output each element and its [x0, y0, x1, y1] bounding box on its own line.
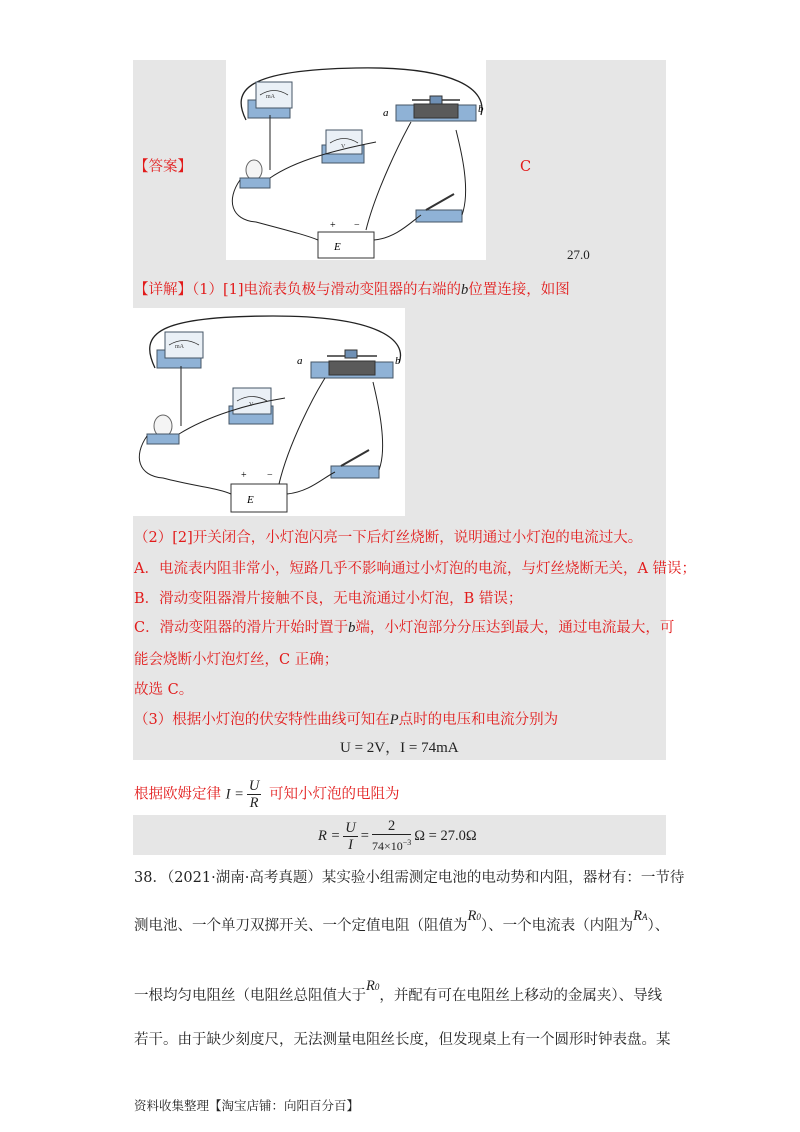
detail-part3 — [134, 710, 558, 730]
ammeter-label: mA — [266, 94, 275, 100]
resistance-formula: R = $\frac{U}{I}$ = $\frac{2}{74\times 10^{-3}}$ Ω = 27.0Ω — [318, 818, 477, 853]
question-line3-a: 一根均匀电阻丝（电阻丝总阻值大于 — [134, 988, 366, 1004]
answer-choice: C — [520, 159, 532, 175]
terminal-b-label: b — [478, 103, 484, 115]
ammeter-label-2: mA — [175, 344, 184, 350]
option-c-prefix: C．滑动变阻器的滑片开始时置于 — [134, 620, 349, 636]
question-line2-b: ）、一个电流表（内阻为 — [480, 918, 634, 934]
ohm-law-line: 根据欧姆定律 I = $\frac{U}{R}$ 可知小灯泡的电阻为 — [134, 778, 400, 811]
terminal-b-label-2: b — [395, 355, 401, 367]
resistance-result: Ω = 27.0Ω — [414, 828, 477, 844]
part3-suffix: 点时的电压和电流分别为 — [398, 712, 559, 728]
page-footer: 资料收集整理【淘宝店铺：向阳百分百】 — [134, 1098, 360, 1113]
question-line3-b: ，并配有可在电阻丝上移动的金属夹）、导线 — [379, 988, 663, 1004]
part1-suffix: 位置连接，如图 — [468, 282, 570, 298]
voltmeter-label-2: V — [249, 402, 254, 408]
battery-label: E — [334, 241, 341, 253]
part1-prefix: （1）[1]电流表负极与滑动变阻器的右端的 — [192, 282, 462, 298]
answer-label: 【答案】 — [134, 159, 192, 175]
circuit-diagram-2 — [133, 308, 405, 516]
ohm-prefix: 根据欧姆定律 — [134, 786, 221, 803]
r0-symbol-2: R0 — [366, 978, 380, 994]
question-line3 — [134, 978, 663, 1007]
question-line4: 若干。由于缺少刻度尺，无法测量电阻丝长度，但发现桌上有一个圆形时钟表盘。某 — [134, 1032, 671, 1048]
plus-label-2: + — [241, 470, 247, 481]
minus-label: − — [354, 220, 360, 231]
option-c-suffix: 端，小灯泡部分分压达到最大，通过电流最大，可 — [355, 620, 675, 636]
question-line2-a: 测电池、一个单刀双掷开关、一个定值电阻（阻值为 — [134, 918, 468, 934]
plus-label: + — [330, 220, 336, 231]
option-b: B．滑动变阻器滑片接触不良，无电流通过小灯泡，B 错误； — [134, 591, 523, 607]
ohm-suffix: 可知小灯泡的电阻为 — [268, 786, 400, 803]
question-line2-c: ）、 — [647, 918, 670, 934]
option-c-line2: 能会烧断小灯泡灯丝，C 正确； — [134, 652, 339, 668]
option-c-var: b — [348, 620, 356, 636]
option-c — [134, 618, 674, 638]
ohm-fraction: $\frac{U}{R}$ — [248, 778, 260, 811]
question-line2 — [134, 908, 670, 937]
ra-symbol: RA — [633, 908, 648, 924]
option-a: A．电流表内阻非常小，短路几乎不影响通过小灯泡的电流，与灯丝烧断无关，A 错误； — [134, 561, 697, 577]
answer-value: 27.0 — [567, 247, 590, 262]
question-line1: 38．（2021·湖南·高考真题）某实验小组需测定电池的电动势和内阻，器材有：一节待 — [134, 870, 685, 886]
part3-var: P — [389, 712, 399, 728]
battery-label-2: E — [247, 494, 254, 506]
detail-label: 【详解】 — [134, 282, 192, 298]
part1-var: b — [461, 282, 469, 298]
choose-line: 故选 C。 — [134, 682, 194, 698]
terminal-a-label-2: a — [297, 355, 303, 367]
part3-prefix: （3）根据小灯泡的伏安特性曲线可知在 — [134, 712, 390, 728]
r0-symbol: R0 — [467, 908, 481, 924]
circuit-diagram-1 — [226, 60, 486, 260]
detail-part1 — [134, 280, 570, 300]
voltmeter-label: V — [341, 144, 346, 150]
u-i-equation: U = 2V，I = 74mA — [340, 740, 459, 756]
terminal-a-label: a — [383, 107, 389, 119]
detail-part2: （2）[2]开关闭合，小灯泡闪亮一下后灯丝烧断，说明通过小灯泡的电流过大。 — [134, 530, 643, 546]
minus-label-2: − — [267, 470, 273, 481]
